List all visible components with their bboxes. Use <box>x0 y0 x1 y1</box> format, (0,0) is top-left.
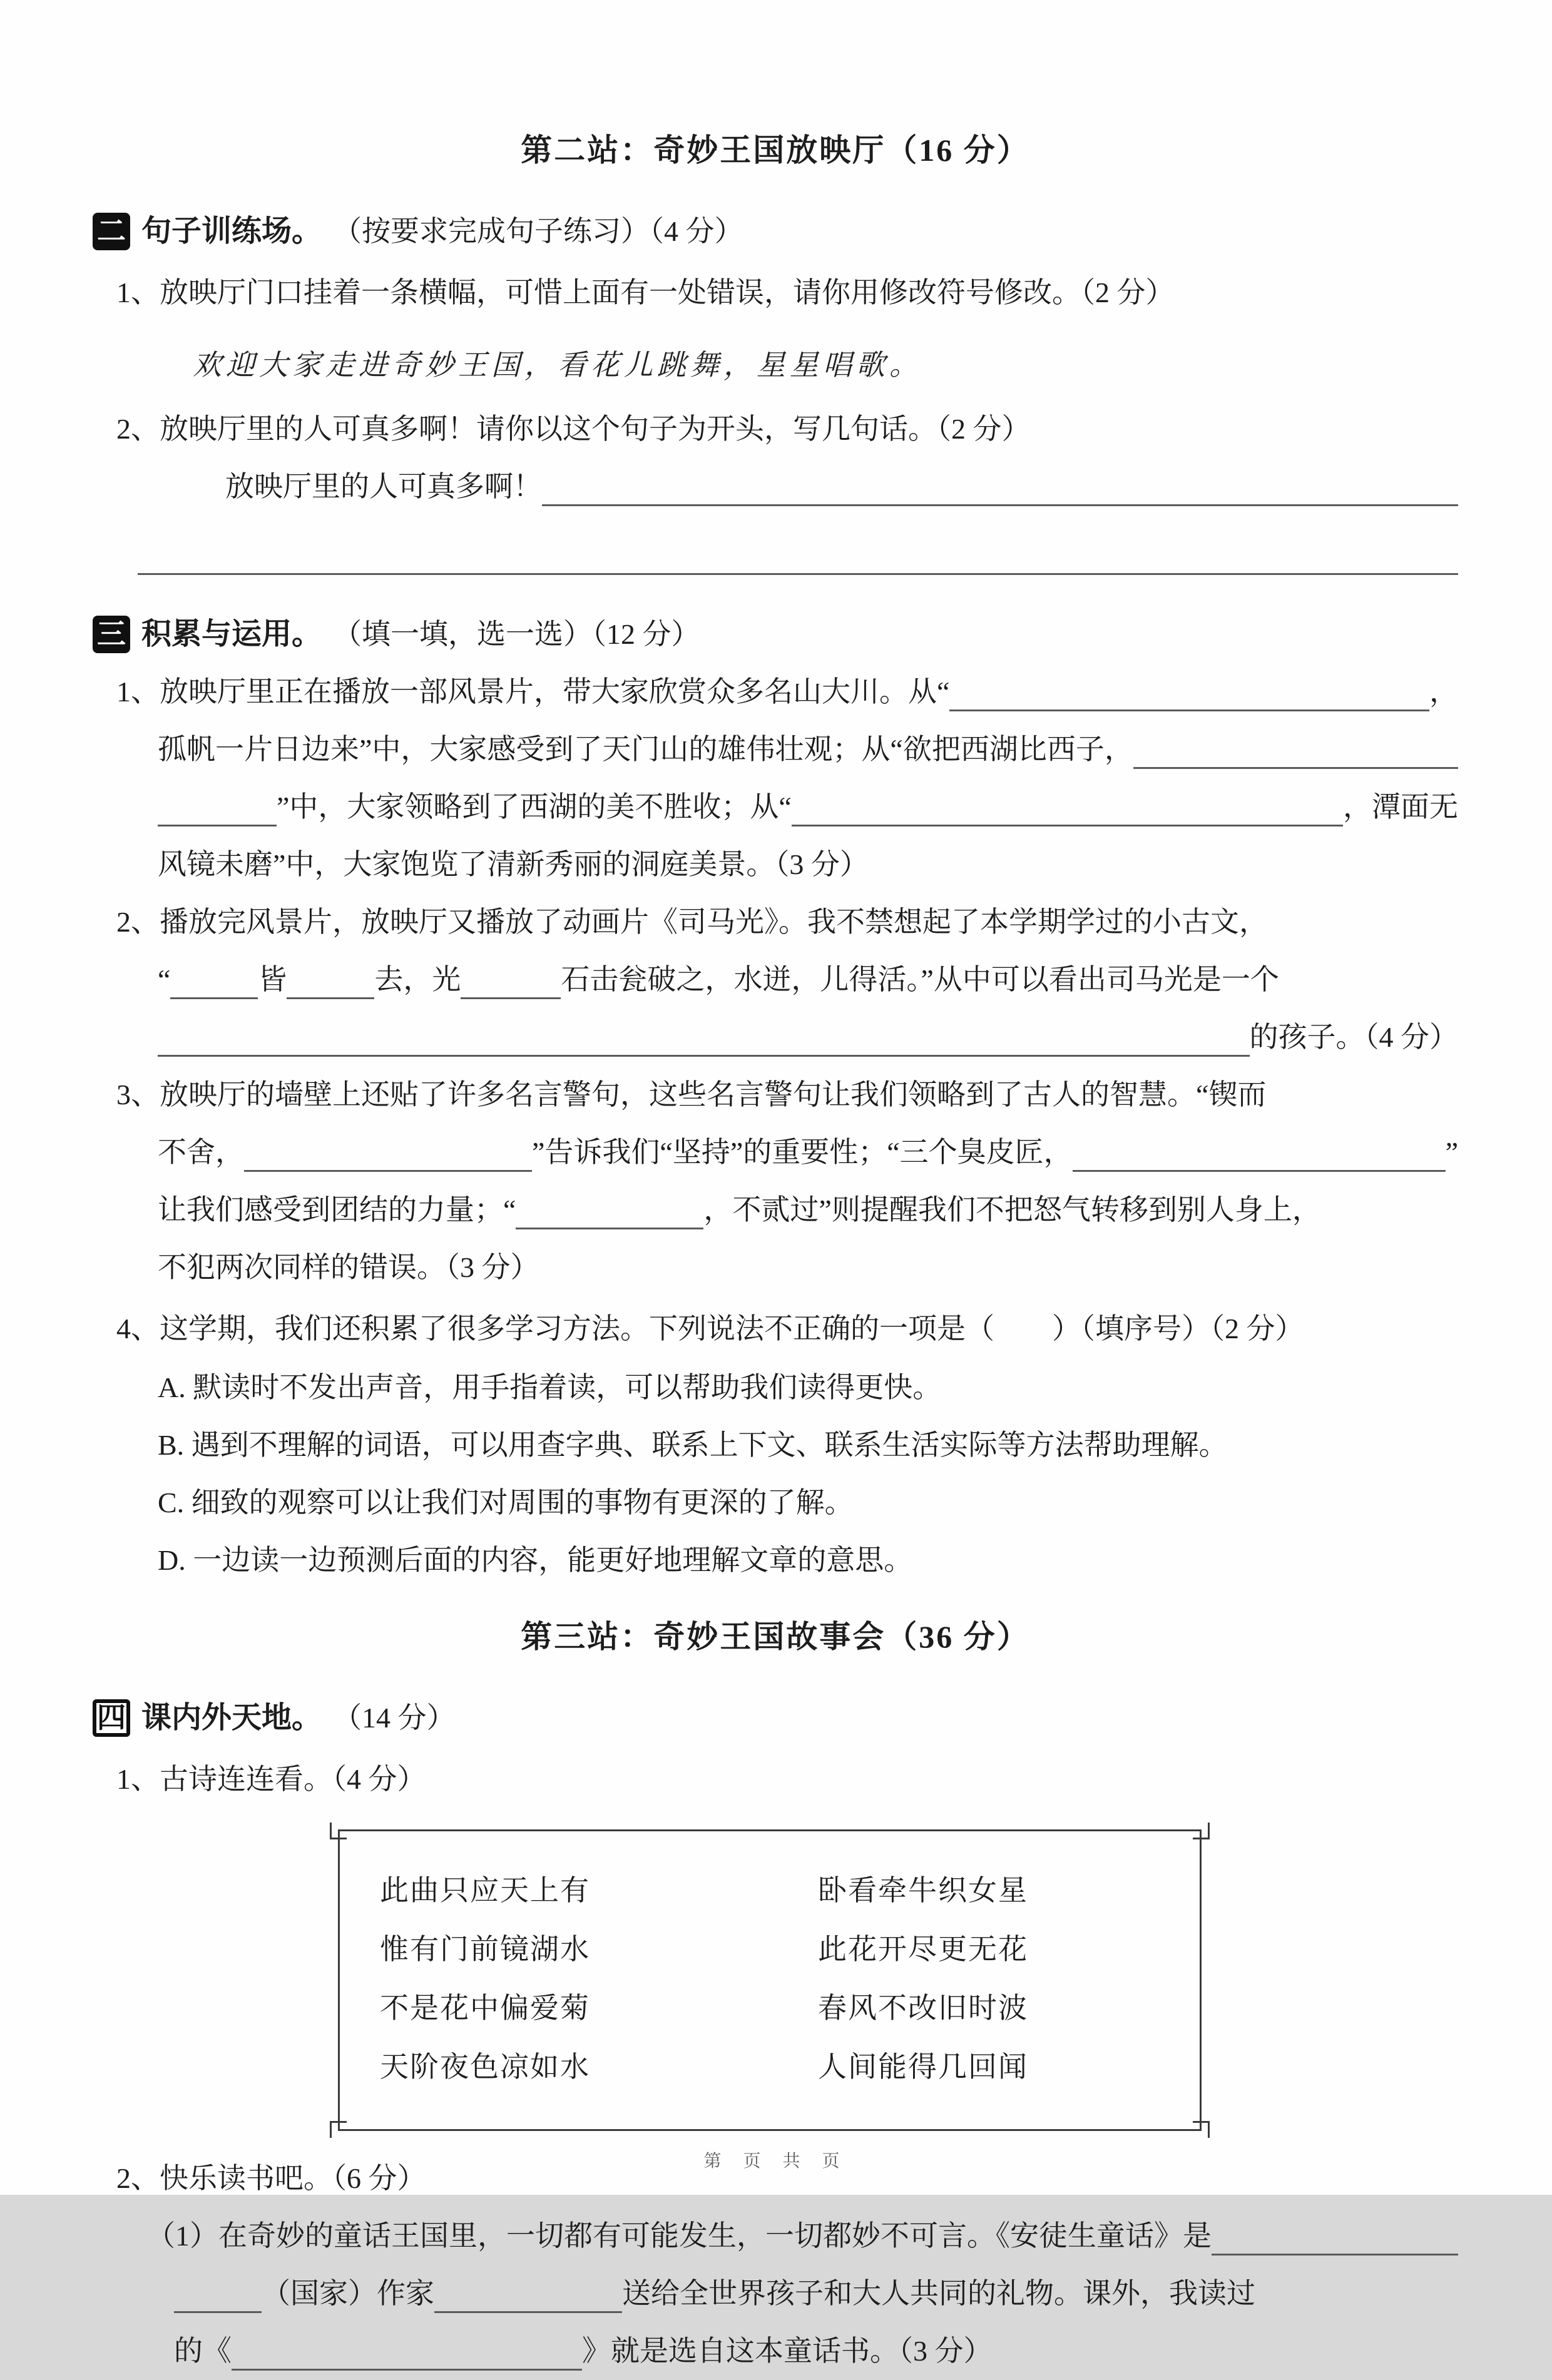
question-s4-q2-1-line1 <box>93 2207 1458 2265</box>
section2-title: 句子训练场。 <box>141 215 322 248</box>
answer-line-opening <box>93 458 1458 516</box>
fill-in-blank <box>434 2270 622 2313</box>
question-s3-q2-line1 <box>93 893 1458 951</box>
option-a: A. 默读时不发出声音，用手指着读，可以帮助我们读得更快。 <box>158 1371 942 1403</box>
question-text: ”中，大家领略到了西湖的美不胜收；从“ <box>277 791 792 823</box>
question-s3-q4: 4、这学期，我们还积累了很多学习方法。下列说法不正确的一项是（ ）（填序号）（2 分） <box>116 1313 1304 1345</box>
footer-page-number: 第 页 共 页 <box>703 2152 849 2171</box>
section4-header <box>93 1689 1458 1747</box>
section4-title: 课内外天地。 <box>141 1701 322 1734</box>
poem-line-right: 此花开尽更无花 <box>818 1933 1028 1965</box>
question-text: 3、放映厅的墙壁上还贴了许多名言警句，这些名言警句让我们领略到了古人的智慧。“锲而 <box>116 1079 1267 1111</box>
question-s3-q3-line2 <box>93 1124 1458 1181</box>
question-text: ，潭面无 <box>1343 791 1458 823</box>
question-s3-q1-line1 <box>93 663 1458 721</box>
fill-in-blank <box>1133 726 1458 769</box>
poem-line-left: 天阶夜色凉如水 <box>380 2051 590 2083</box>
option-list <box>93 1359 1458 1589</box>
section4-subtitle: （14 分） <box>333 1702 456 1734</box>
question-text: ” <box>1445 1136 1458 1168</box>
section2-subtitle: （按要求完成句子练习）（4 分） <box>333 215 743 247</box>
fill-in-blank <box>792 783 1343 826</box>
question-text: 1、放映厅里正在播放一部风景片，带大家欣赏众多名山大川。从“ <box>116 676 950 708</box>
poem-line-left: 此曲只应天上有 <box>380 1874 590 1906</box>
question-s3-q1-line2 <box>93 721 1458 778</box>
poem-row <box>380 2038 1162 2097</box>
question-text: 2、播放完风景片，放映厅又播放了动画片《司马光》。我不禁想起了本学期学过的小古文， <box>116 906 1268 938</box>
question-s4-q1: 1、古诗连连看。（4 分） <box>116 1763 426 1795</box>
fill-in-blank <box>170 956 258 999</box>
station2-title: 第二站：奇妙王国放映厅（16 分） <box>521 133 1030 168</box>
question-s2-q1: 1、放映厅门口挂着一条横幅，可惜上面有一处错误，请你用修改符号修改。（2 分） <box>116 277 1175 308</box>
question-text: 送给全世界孩子和大人共同的礼物。课外，我读过 <box>622 2277 1255 2309</box>
fill-in-blank <box>516 1186 703 1229</box>
question-text: 皆 <box>258 964 287 995</box>
fill-in-blank <box>1212 2212 1458 2255</box>
banner-sentence: 欢迎大家走进奇妙王国，看花儿跳舞，星星唱歌。 <box>193 349 922 381</box>
question-s3-q2-line3 <box>93 1009 1458 1066</box>
question-text: （1）在奇妙的童话王国里，一切都有可能发生，一切都妙不可言。《安徒生童话》是 <box>146 2220 1212 2252</box>
question-text: ，不贰过”则提醒我们不把怒气转移到别人身上， <box>703 1194 1321 1226</box>
fill-in-blank <box>158 783 277 826</box>
question-s3-q3-line3 <box>93 1181 1458 1239</box>
question-s4-q2-1-line2 <box>93 2265 1458 2322</box>
poem-row <box>380 1861 1162 1920</box>
question-text: 石击瓮破之，水迸，儿得活。”从中可以看出司马光是一个 <box>561 964 1279 995</box>
option-b: B. 遇到不理解的词语，可以用查字典、联系上下文、联系生活实际等方法帮助理解。 <box>158 1429 1228 1461</box>
fill-in-blank <box>461 956 561 999</box>
section2-number-icon: 二 <box>93 213 130 250</box>
corner-mark <box>1193 1823 1210 1839</box>
question-s3-q1-line3 <box>93 778 1458 836</box>
section3-subtitle: （填一填，选一选）（12 分） <box>333 618 700 650</box>
fill-in-blank <box>232 2327 582 2371</box>
corner-mark <box>1193 2121 1210 2138</box>
question-text: 的《 <box>174 2335 232 2367</box>
answer-line-2 <box>93 532 1458 584</box>
question-text: 孤帆一片日边来”中，大家感受到了天门山的雄伟壮观；从“欲把西湖比西子， <box>158 733 1133 765</box>
option-d: D. 一边读一边预测后面的内容，能更好地理解文章的意思。 <box>158 1544 913 1576</box>
question-s3-q1-line4 <box>93 836 1458 893</box>
poem-row <box>380 1920 1162 1979</box>
question-s3-q3-line1 <box>93 1066 1458 1124</box>
question-text: 不舍， <box>158 1136 244 1168</box>
section3-number-icon: 三 <box>93 616 130 653</box>
section4-number-icon: 四 <box>93 1699 130 1737</box>
corner-mark <box>330 1823 347 1839</box>
poem-line-left: 不是花中偏爱菊 <box>380 1992 590 2024</box>
poem-line-right: 春风不改旧时波 <box>818 1992 1028 2024</box>
question-text: 的孩子。（4 分） <box>1249 1021 1458 1053</box>
question-s4-q2-1-line3 <box>93 2322 1458 2380</box>
fill-in-blank <box>949 668 1429 711</box>
poem-line-right: 卧看牵牛织女星 <box>818 1874 1028 1906</box>
poem-matching-box <box>338 1829 1202 2131</box>
poem-line-right: 人间能得几回闻 <box>818 2051 1028 2083</box>
question-text: “ <box>158 964 171 995</box>
section3-header <box>93 606 1458 663</box>
fill-in-blank <box>542 463 1458 506</box>
fill-in-blank <box>174 2270 262 2313</box>
station3-title: 第三站：奇妙王国故事会（36 分） <box>521 1619 1030 1654</box>
fill-in-blank <box>158 1014 1250 1057</box>
question-s2-q2: 2、放映厅里的人可真多啊！请你以这个句子为开头，写几句话。（2 分） <box>116 413 1031 445</box>
poem-row <box>380 1979 1162 2038</box>
question-text: （国家）作家 <box>262 2277 434 2309</box>
fill-in-blank <box>287 956 374 999</box>
poem-line-left: 惟有门前镜湖水 <box>380 1933 590 1965</box>
section2-header <box>93 203 1458 260</box>
fill-in-blank <box>244 1129 532 1172</box>
fill-in-blank <box>1073 1129 1446 1172</box>
question-s3-q2-line2 <box>93 951 1458 1009</box>
section3-title: 积累与运用。 <box>141 618 322 651</box>
opening-sentence: 放映厅里的人可真多啊！ <box>225 470 542 502</box>
question-text: 风镜未磨”中，大家饱览了清新秀丽的洞庭美景。（3 分） <box>158 848 869 880</box>
question-text: ， <box>1429 676 1458 708</box>
question-s4-q2: 2、快乐读书吧。（6 分） <box>116 2162 426 2194</box>
question-text: 不犯两次同样的错误。（3 分） <box>158 1251 539 1283</box>
fill-in-blank <box>138 532 1458 575</box>
question-text: 》就是选自这本童话书。（3 分） <box>582 2335 993 2367</box>
question-text: ”告诉我们“坚持”的重要性；“三个臭皮匠， <box>532 1136 1073 1168</box>
question-text: 去，光 <box>374 964 461 995</box>
question-s3-q3-line4 <box>93 1239 1458 1296</box>
question-text: 让我们感受到团结的力量；“ <box>158 1194 516 1226</box>
corner-mark <box>330 2121 347 2138</box>
option-c: C. 细致的观察可以让我们对周围的事物有更深的了解。 <box>158 1487 854 1518</box>
